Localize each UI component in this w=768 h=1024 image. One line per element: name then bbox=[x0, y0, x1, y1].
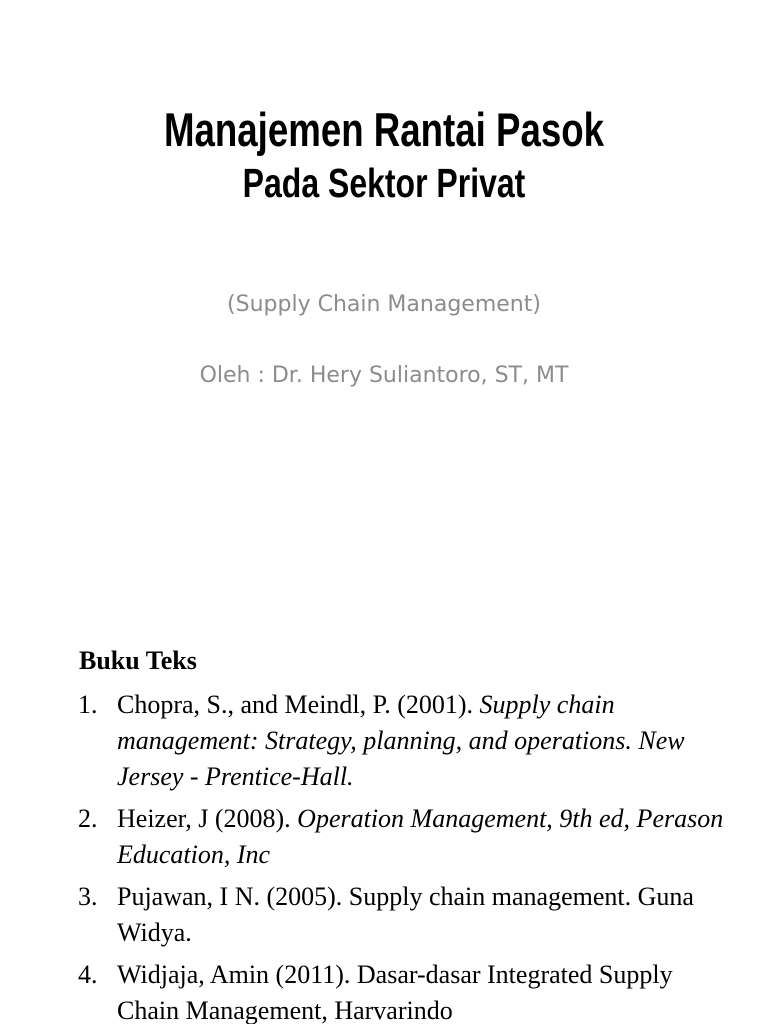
english-title: (Supply Chain Management) bbox=[227, 292, 541, 317]
reference-authors: Widjaja, Amin (2011). Dasar-dasar Integrated Supply Chain Management, Harvarindo bbox=[117, 960, 673, 1024]
presentation-subtitle: Pada Sektor Privat bbox=[242, 160, 526, 206]
reference-authors: Chopra, S., and Meindl, P. (2001). bbox=[117, 690, 474, 719]
author-line: Oleh : Dr. Hery Suliantoro, ST, MT bbox=[199, 363, 569, 388]
reference-authors: Heizer, J (2008). bbox=[117, 804, 291, 833]
reference-item bbox=[78, 879, 728, 951]
reference-item bbox=[78, 957, 728, 1024]
presentation-title: Manajemen Rantai Pasok bbox=[163, 103, 605, 156]
reference-number: 2. bbox=[78, 804, 98, 833]
reference-list bbox=[78, 687, 728, 1024]
reference-number: 1. bbox=[78, 690, 98, 719]
reference-title: Supply chain management: Strategy, planning, and operations. New Jersey - Prentice-Hall. bbox=[117, 690, 685, 791]
references-heading: Buku Teks bbox=[79, 646, 197, 675]
reference-title: Operation Management, 9th ed, Perason Education, Inc bbox=[117, 804, 724, 869]
reference-number: 4. bbox=[78, 960, 98, 989]
reference-number: 3. bbox=[78, 882, 98, 911]
reference-item bbox=[78, 801, 728, 873]
reference-item bbox=[78, 687, 728, 795]
references-slide bbox=[0, 600, 768, 1024]
reference-authors: Pujawan, I N. (2005). Supply chain management. Guna Widya. bbox=[117, 882, 694, 947]
